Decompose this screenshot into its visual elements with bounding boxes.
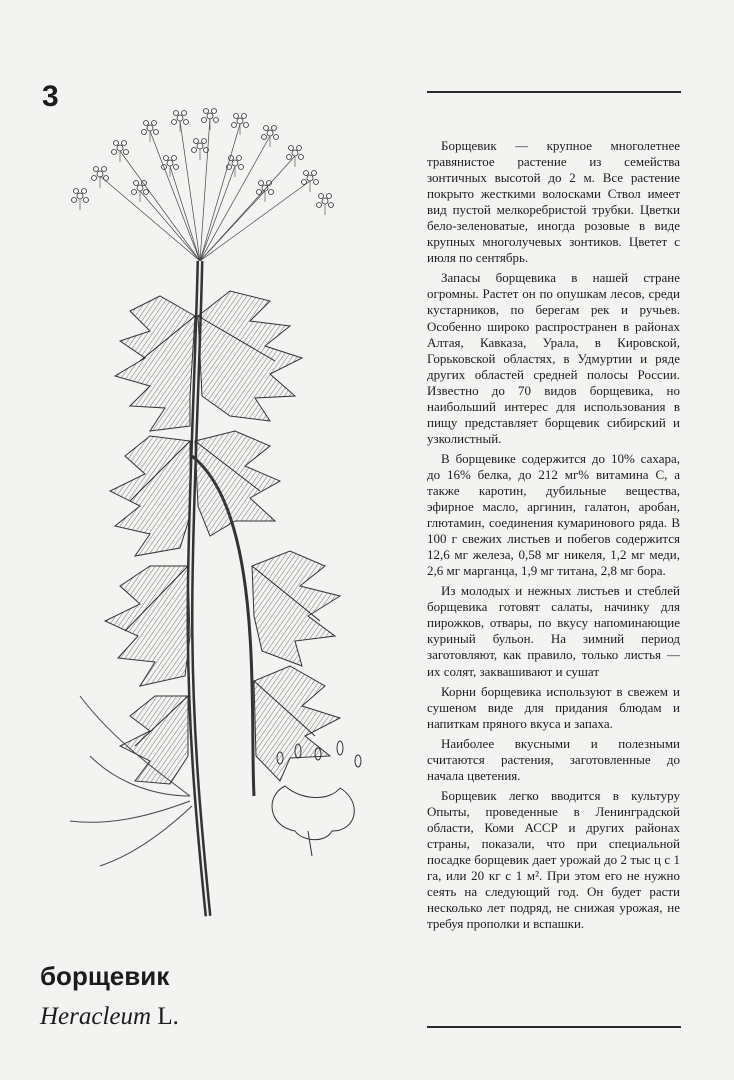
paragraph: Наиболее вкусными и полезными считаются растения, заготовленные до начала цветения. — [427, 735, 680, 783]
plant-latin-name — [40, 1004, 179, 1029]
paragraph: Запасы борщевика в нашей стране огромны. Растет он по опушкам лесов, среди кустарников, по берегам рек и ручьев. Особенно широко распространен в районах Алтая, Кавказа, Урала, в Кировской, Горьковской областях, в Удмуртии и ряде других областей средней полосы России. Известно до 70 видов борщевика, но наибольший интерес для использования в пищу представляет борщевик сибирский и узколистный. — [427, 270, 680, 446]
umbel-flowers — [72, 109, 334, 216]
body-text — [427, 138, 680, 936]
top-rule — [427, 91, 681, 93]
umbel-rays — [100, 118, 310, 261]
paragraph: Корни борщевика используют в свежем и сушеном виде для придания блюдам и напиткам пряного вкуса и запаха. — [427, 683, 680, 731]
paragraph: Борщевик легко вводится в культуру Опыты, проведенные в Ленинградской области, Коми АССР и других районах страны, показали, что при специальной посадке борщевик дает урожай до 2 тыс ц с 1 га, или 20 кг с 1 м². При этом его не нужно сеять на следующий год. Он будет расти несколько лет подряд, не снижая урожая, не требуя прополки и вспашки. — [427, 787, 680, 932]
plant-common-name: борщевик — [40, 961, 170, 991]
heracleum-illustration — [40, 96, 410, 936]
paragraph: Борщевик — крупное многолетнее травянистое растение из семейства зонтичных высотой до 2 м. Все растение покрыто жесткими волосками Ствол имеет вид пустой мелкоребристой трубки. Цветки бело-зеленоватые, иногда розовые в виде крупных многолучевых зонтиков. Цветет с июля по сентябрь. — [427, 138, 680, 266]
leaves — [105, 291, 340, 784]
paragraph: В борщевике содержится до 10% сахара, до 16% белка, до 212 мг% витамина С, а также каротин, дубильные вещества, эфирное масло, аргинин, галатон, аробан, глютамин, соединения кумаринового ряда. В 100 г свежих листьев и побегов содержится 12,6 мг железа, 0,58 мг никеля, 1,2 мг меди, 2,6 мг марганца, 1,9 мг титана, 2,8 мг бора. — [427, 450, 680, 579]
paragraph: Из молодых и нежных листьев и стеблей борщевика готовят салаты, начинку для пирожков, отвары, по вкусу напоминающие куриный бульон. На зимний период заготовляют, как правило, только листья — их солят, заквашивают и сушат — [427, 583, 680, 679]
page-number: 3 — [42, 80, 59, 113]
latin-genus: Heracleum — [40, 1003, 152, 1030]
latin-author: L. — [157, 1003, 179, 1030]
bottom-rule — [427, 1026, 681, 1028]
